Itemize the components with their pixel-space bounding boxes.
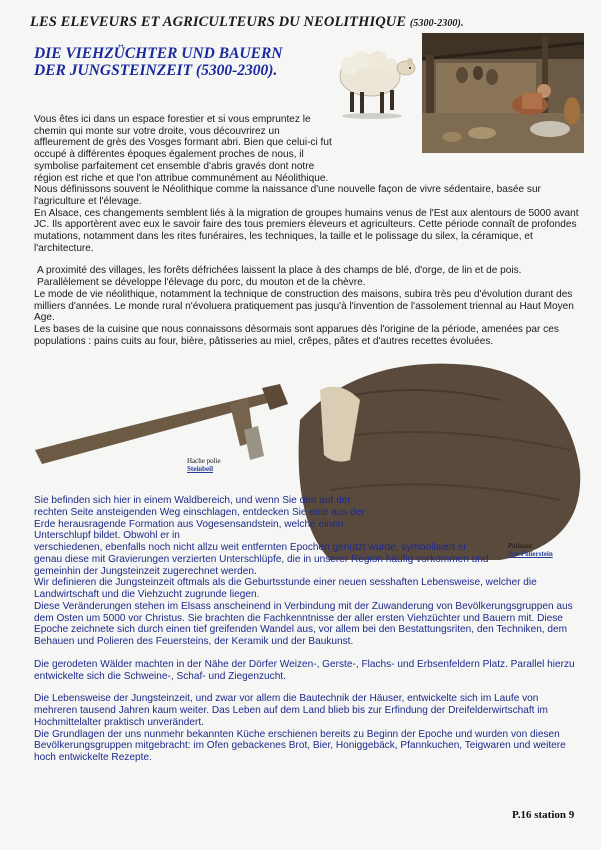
title-de-line1: DIE VIEHZÜCHTER UND BAUERN	[34, 45, 283, 62]
page-title-german	[34, 45, 334, 79]
polisher-caption-german: Der Poliersteín	[508, 550, 553, 558]
french-paragraph-5: Le mode de vie néolithique, notamment la technique de construction des maisons, subira très peu d'évolution durant des milliers d'années. Le monde rural n'évoluera pratiquement pas jusqu'à l'invention de l'assolement triennal au Haut Moyen Age.	[34, 288, 574, 324]
german-paragraph-2: Wir definieren die Jungsteinzeit oftmals als die Geburtsstunde einer neuen sesshaften Lebensweise, welcher die Landwirtschaft und die Viehzucht zugrunde liegen.	[34, 577, 537, 600]
french-paragraph-3: En Alsace, ces changements semblent liés à la migration de groupes humains venus de l'Est aux alentours de 5000 avant JC. Ils apportèrent avec eux le savoir faire des tous premiers éleveurs et agriculteurs. Cette période connaît de profondes mutations, notamment dans les rites funéraires, les techniques, la taille et le polissage du silex, la céramique, et l'architecture.	[34, 207, 579, 254]
title-fr-dates: (5300-2300).	[409, 18, 464, 29]
german-paragraph-4: Die gerodeten Wälder machten in der Nähe der Dörfer Weizen-, Gerste-, Flachs- und Erbsenfeldern Platz. Parallel hierzu entwickelte sich die Schweine-, Schaf- und Ziegenzucht.	[34, 658, 575, 682]
title-de-line2: DER JUNGSTEINZEIT (5300-2300).	[34, 62, 278, 79]
axe-caption-french: Hache polie	[187, 457, 221, 465]
german-paragraph-3: Diese Veränderungen stehen im Elsass anscheinend in Verbindung mit der Zuwanderung von Bevölkerungsgruppen aus dem Osten um 5000 vor Christus. Sie brachten die Fachkenntnisse der aller ersten Viehzüchter und Bauern mit. Diese Epoche zeichnete sich durch einen tief greifenden Wandel aus, vor allem bei den Bestattungsriten, den Techniken, dem Behauen und Polieren des Feuersteins, der Keramik und der Baukunst.	[34, 600, 573, 647]
axe-caption	[187, 457, 221, 473]
german-paragraph-6: Die Grundlagen der uns nunmehr bekannten Küche erschienen bereits zu Beginn der Epoche und wurden von diesen Bevölkerungsgruppen mitgebracht: im Ofen gebackenes Brot, Bier, Honiggebäck, Pfannkuchen, Teigwaren und weitere hoch entwickelte Rezepte.	[34, 728, 566, 763]
page-number: P.16 station 9	[512, 809, 575, 821]
french-paragraph-6: Les bases de la cuisine que nous connaissons désormais sont apparues dès l'origine de la période, amenées par ces populations : pains cuits au four, bière, pâtisseries au miel, crêpes, pâtes et d'autres recettes évoluées.	[34, 323, 559, 347]
sheep-illustration	[326, 34, 422, 124]
german-text-block	[34, 495, 584, 764]
french-paragraph-2: Nous définissons souvent le Néolithique comme la naissance d'une nouvelle façon de vivre sédentaire, basée sur l'agriculture et l'élevage.	[34, 184, 541, 207]
german-paragraph-1b: verschiedenen, ebenfalls noch nicht allzu weit entfernten Epochen genutzt wurde, symbolisiert er genau diese mit Gravierungen verzierten Unterschlüpfe, die in unserer Region häufig vorkommen und gemeinhin der Jungsteinzeit zugerechnet werden.	[34, 542, 489, 577]
french-paragraph-4: A proximité des villages, les forêts défrichées laissent la place à des champs de blé, d'orge, de lin et de pois. Parallèlement se développe l'élevage du porc, du mouton et de la chèvre.	[37, 265, 522, 289]
french-paragraph-1: Vous êtes ici dans un espace forestier et si vous empruntez le chemin qui monte sur votre droite, vous découvrirez un affleurement de grès des Vosges formant abri. Bien que celui-ci fut occupé à différentes époques également proches de nous, il symbolise parfaitement cet ensemble d'abris gravés dont notre région est riche et que l'on attribue communément au Néolithique.	[34, 114, 332, 184]
german-paragraph-5: Die Lebensweise der Jungsteinzeit, und zwar vor allem die Bautechnik der Häuser, entwickelte sich im Laufe von mehreren tausend Jahren kaum weiter. Das Leben auf dem Land blieb bis zur Erfindung der Dreifelderwirtschaft im Hochmittelalter praktisch unverändert.	[34, 693, 548, 728]
axe-caption-german: Steinbeil	[187, 465, 214, 473]
title-fr-text: LES ELEVEURS ET AGRICULTEURS DU NEOLITHIQUE	[30, 14, 407, 30]
german-paragraph-1a: Sie befinden sich hier in einem Waldbereich, und wenn Sie den auf der rechten Seite ansteigenden Weg einschlagen, entdecken Sie eine aus der Erde herausragende Formation aus Vogesensandstein, welche einen Unterschlupf bildet. Obwohl er in	[34, 495, 365, 542]
page-title-french	[30, 14, 590, 31]
polisher-caption-french: Polissoir	[508, 542, 533, 550]
french-text-block	[34, 114, 582, 347]
